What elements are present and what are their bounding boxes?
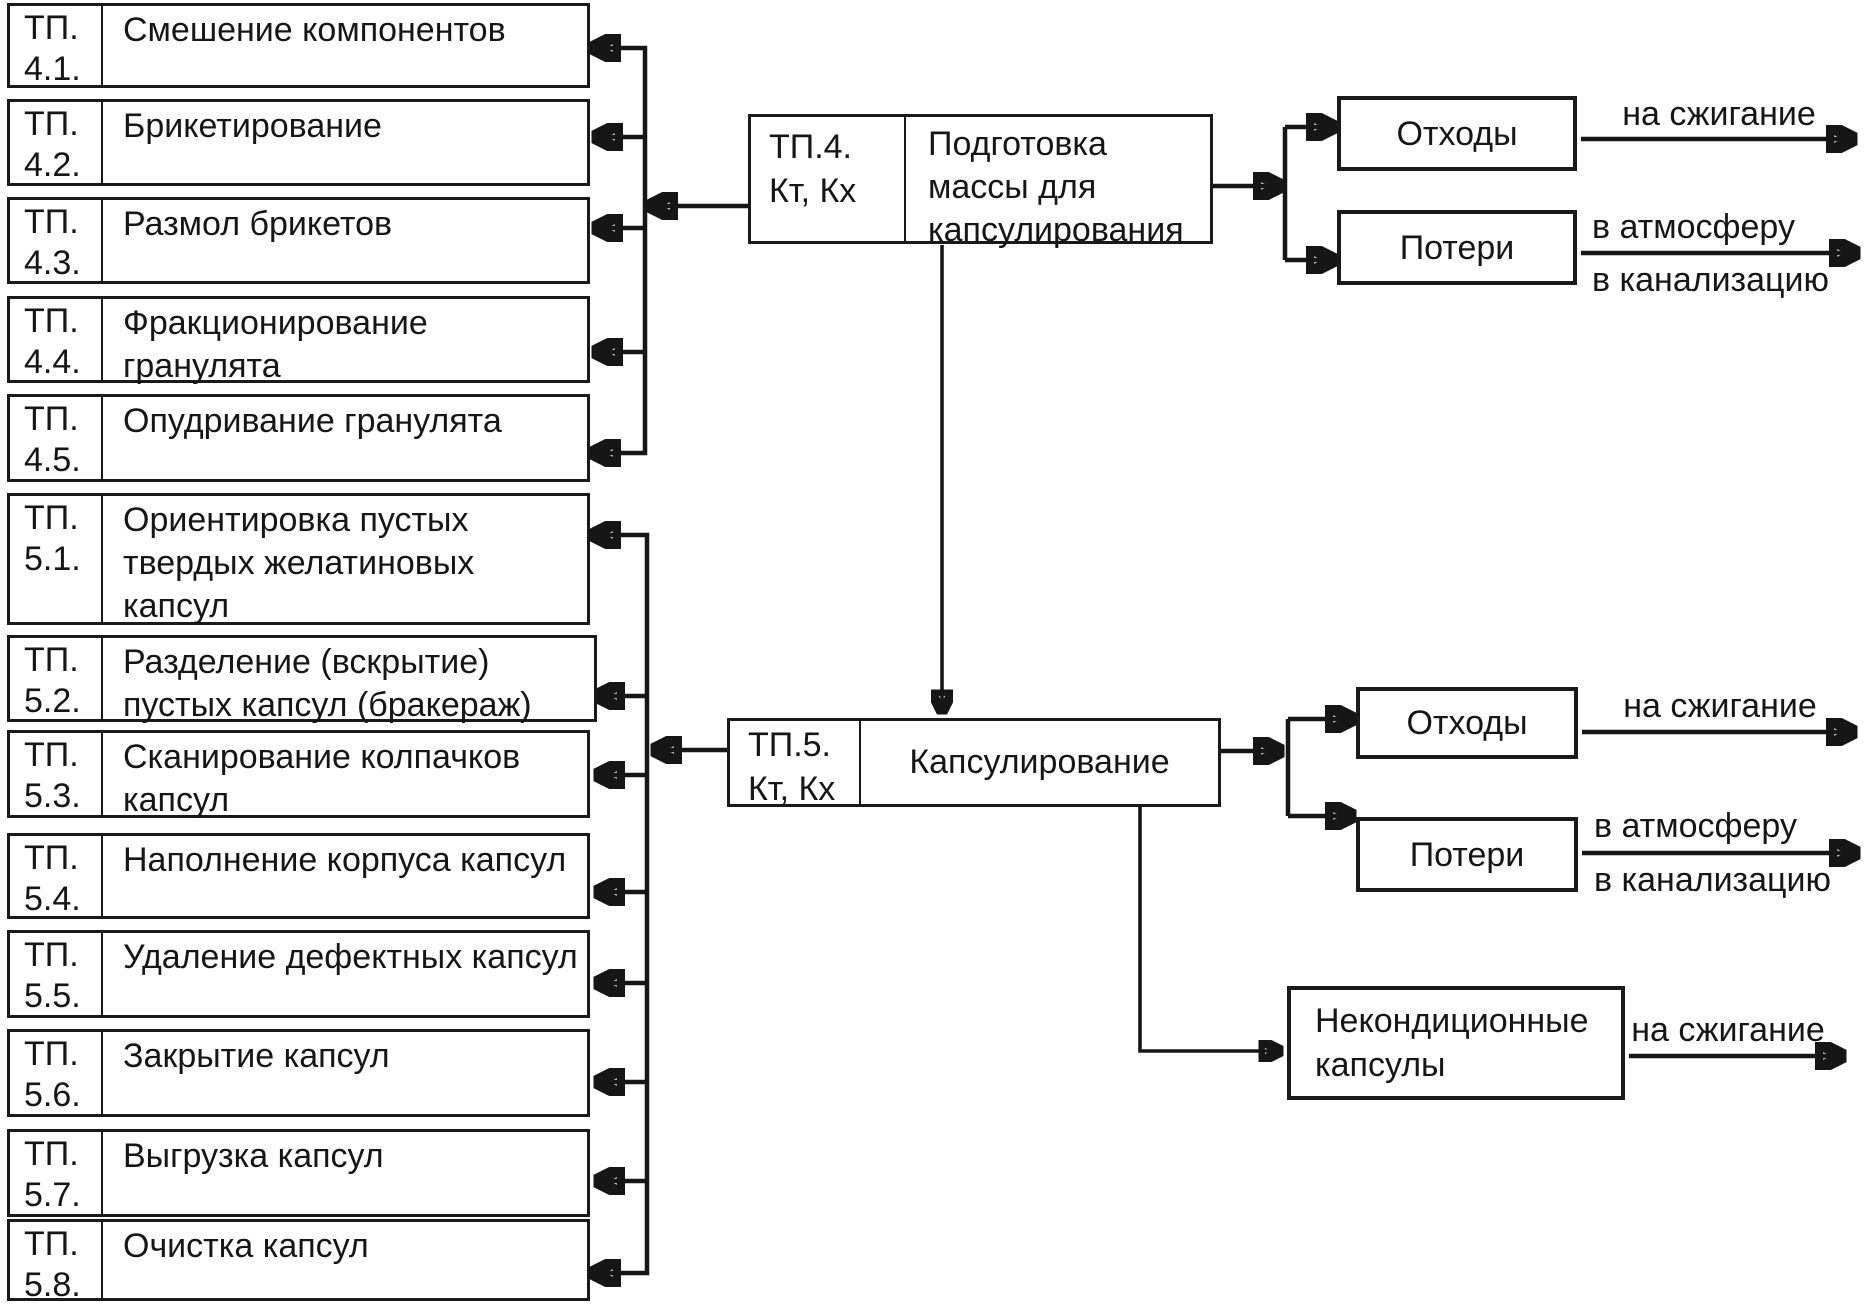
step-label: Размол брикетов bbox=[123, 205, 393, 243]
step-row-5-5 bbox=[7, 930, 590, 1018]
step-label: Смешение компонентов bbox=[123, 11, 506, 49]
reject-box: Некондиционные капсулы bbox=[1287, 986, 1625, 1100]
step-code: ТП. 5.6. bbox=[10, 1032, 103, 1114]
waste-box-1: Отходы bbox=[1337, 96, 1577, 171]
step-code: ТП. 4.4. bbox=[10, 299, 103, 380]
arrow-trunk-tp4-group bbox=[594, 48, 645, 453]
dest-label-sewer-2: в канализацию bbox=[1594, 861, 1832, 899]
step-code: ТП. 4.3. bbox=[10, 200, 103, 281]
step-label: Фракционирование гранулята bbox=[123, 304, 428, 385]
tp5-code-cell: ТП.5. Кт, Кх bbox=[730, 721, 861, 804]
step-row-5-8 bbox=[7, 1219, 590, 1304]
step-code: ТП. 4.5. bbox=[10, 397, 103, 479]
step-label: Выгрузка капсул bbox=[123, 1137, 384, 1175]
step-row-4-2 bbox=[7, 99, 590, 186]
step-code: ТП. 5.8. bbox=[10, 1222, 103, 1298]
step-code: ТП. 4.1. bbox=[10, 6, 103, 85]
step-row-5-2 bbox=[7, 635, 597, 722]
dest-label-atmosphere-2: в атмосферу bbox=[1594, 807, 1797, 845]
step-code: ТП. 5.1. bbox=[10, 496, 103, 622]
step-code: ТП. 4.2. bbox=[10, 102, 103, 183]
waste-box-2: Отходы bbox=[1356, 687, 1578, 759]
step-code: ТП. 5.5. bbox=[10, 933, 103, 1015]
dest-label-sewer-1: в канализацию bbox=[1592, 261, 1830, 299]
step-row-5-4 bbox=[7, 833, 590, 919]
step-row-5-1 bbox=[7, 493, 590, 625]
process-box-tp5 bbox=[727, 718, 1221, 807]
step-row-4-4 bbox=[7, 296, 590, 383]
step-label: Ориентировка пустых твердых желатиновых капсул bbox=[123, 501, 475, 625]
arrow-tp5-to-reject bbox=[1140, 806, 1280, 1051]
step-row-4-3 bbox=[7, 197, 590, 284]
process-box-tp4 bbox=[748, 114, 1213, 249]
tp4-title: Подготовка массы для капсулирования bbox=[928, 125, 1184, 249]
step-code: ТП. 5.3. bbox=[10, 733, 103, 815]
step-label: Брикетирование bbox=[123, 107, 382, 145]
step-code: ТП. 5.2. bbox=[10, 638, 103, 719]
step-label: Наполнение корпуса капсул bbox=[123, 841, 567, 879]
step-label: Сканирование колпачков капсул bbox=[123, 738, 521, 819]
loss-box-2: Потери bbox=[1356, 817, 1578, 892]
step-label: Опудривание гранулята bbox=[123, 402, 502, 440]
loss-box-1: Потери bbox=[1337, 210, 1577, 285]
step-row-5-7 bbox=[7, 1129, 590, 1217]
step-code: ТП. 5.7. bbox=[10, 1132, 103, 1214]
step-label: Разделение (вскрытие) пустых капсул (бракераж) bbox=[123, 643, 532, 724]
step-code: ТП. 5.4. bbox=[10, 836, 103, 916]
step-row-4-5 bbox=[7, 394, 590, 482]
tp4-code-cell: ТП.4. Кт, Кх bbox=[751, 117, 906, 241]
step-label: Закрытие капсул bbox=[123, 1037, 390, 1075]
step-row-5-3 bbox=[7, 730, 590, 818]
arrow-trunk-tp5-group bbox=[594, 535, 647, 1273]
dest-label-atmosphere-1: в атмосферу bbox=[1592, 208, 1795, 246]
step-label: Удаление дефектных капсул bbox=[123, 938, 578, 976]
dest-label-incineration-2: на сжигание bbox=[1623, 687, 1817, 725]
dest-label-incineration-3: на сжигание bbox=[1631, 1011, 1825, 1049]
tp5-title: Капсулирование bbox=[909, 743, 1170, 781]
step-label: Очистка капсул bbox=[123, 1227, 369, 1265]
step-row-5-6 bbox=[7, 1029, 590, 1117]
step-row-4-1 bbox=[7, 3, 590, 88]
dest-label-incineration-1: на сжигание bbox=[1622, 95, 1816, 133]
